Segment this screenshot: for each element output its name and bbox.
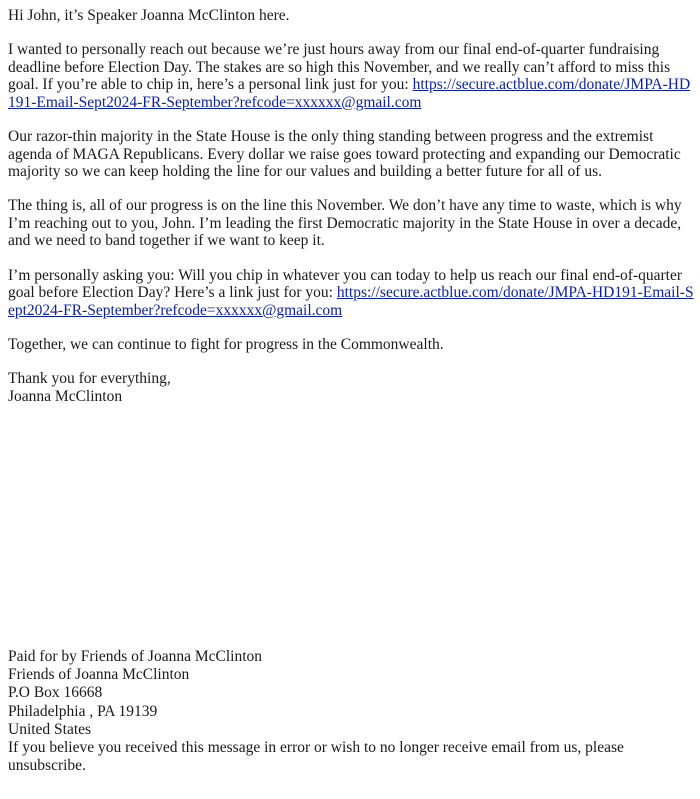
donate-link-2[interactable]: https://secure.actblue.com/donate/JMPA-HD191-Email-Sept2024-FR-September?refcode=xxxxxx@gmail.com [8,284,694,319]
paid-for-disclaimer: Paid for by Friends of Joanna McClinton [8,648,263,665]
paragraph-majority: Our razor-thin majority in the State House is the only thing standing between progress and the extremist agenda of MAGA Republicans. Every dollar we raise goes toward protecting and expanding our Democratic majority so we can keep holding the line for our values and building a better future for all of us. [8,127,681,181]
footer-po-box: P.O Box 16668 [8,684,103,702]
footer-org-name: Friends of Joanna McClinton [8,666,190,684]
footer-unsubscribe-text[interactable]: If you believe you received this message in error or wish to no longer receive email from us, please unsubscribe. [8,739,624,775]
footer-city: Philadelphia , PA 19139 [8,702,158,720]
donate-link[interactable]: https://secure.actblue.com/donate/JMPA-HD191-Email-Sept2024-FR-September?refcode=xxxxxx@gmail.com [8,76,691,111]
paragraph-ask-text: I’m personally asking you: Will you chip in whatever you can today to help us reach our final end-of-quarter goal before Election Day? Here’s a link just for you: [8,266,683,302]
email-footer [8,648,694,775]
footer-country: United States [8,720,92,738]
signoff: Thank you for everything, [8,369,171,387]
greeting: Hi John, it’s Speaker Joanna McClinton here. [8,7,290,24]
paragraph-deadline-text: I wanted to personally reach out because we’re just hours away from our final end-of-quarter fundraising deadline before Election Day. The stakes are so high this November, and we really can’t afford to miss this goal. If you’re able to chip in, here’s a personal link just for you: [8,41,671,94]
paragraph-together: Together, we can continue to fight for progress in the Commonwealth. [8,335,444,353]
paragraph-deadline [8,41,694,111]
signature: Joanna McClinton [8,387,123,405]
email-body [8,7,694,405]
paragraph-progress: The thing is, all of our progress is on the line this November. We don’t have any time to waste, which is why I’m reaching out to you, John. I’m leading the first Democratic majority in the State House in over a decade, and we need to band together if we want to keep it. [8,197,682,250]
paragraph-ask [8,267,694,320]
